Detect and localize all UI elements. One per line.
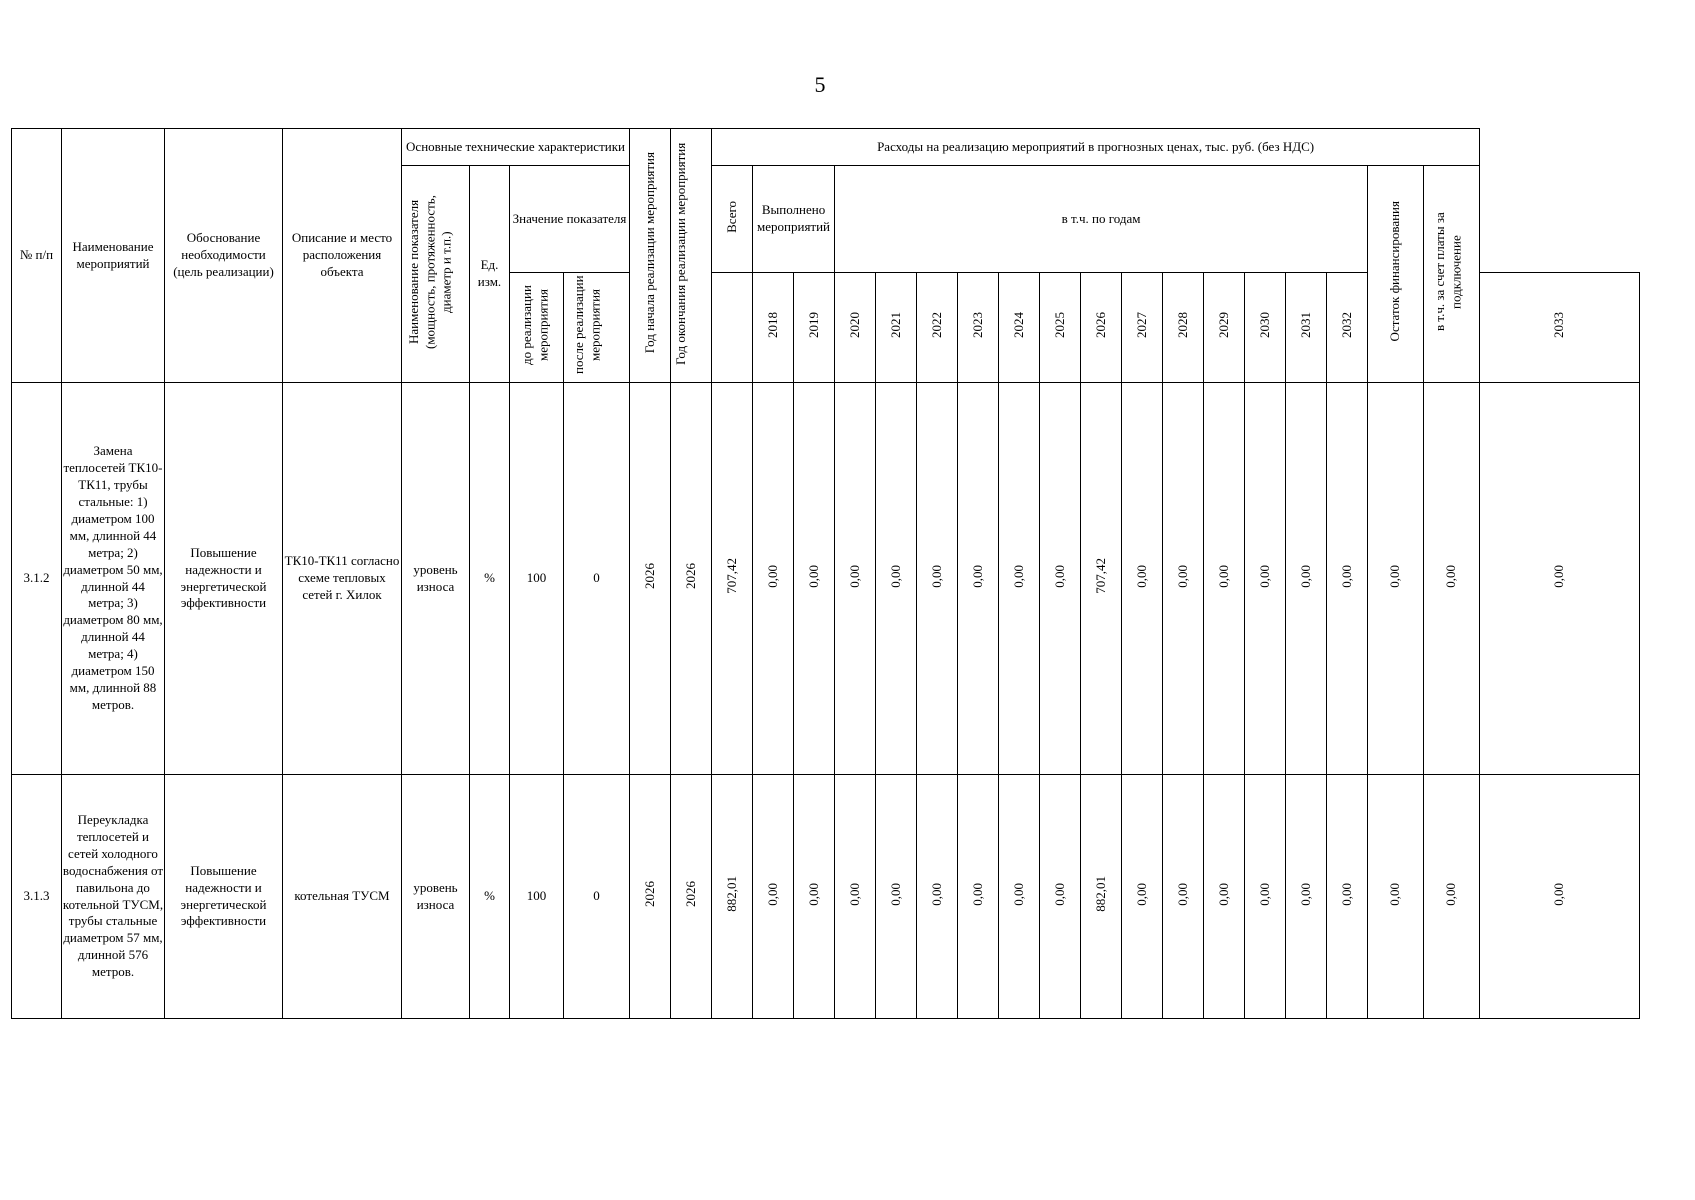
header-year: 2026: [1081, 273, 1122, 383]
row-before: 100: [510, 383, 564, 775]
row-year-value: 0,00: [753, 383, 794, 775]
row-justification: Повышение надежности и энергетической эффективности: [165, 775, 283, 1019]
row-year-start: 2026: [630, 383, 671, 775]
page-number: 5: [814, 72, 826, 97]
row-justification: Повышение надежности и энергетической эффективности: [165, 383, 283, 775]
header-year-end: Год окончания реализации мероприятия: [671, 129, 712, 383]
row-unit: %: [470, 775, 510, 1019]
row-year-value: 0,00: [917, 383, 958, 775]
row-connection-fee: 0,00: [1480, 775, 1640, 1019]
row-description: ТК10-ТК11 согласно схеме тепловых сетей г. Хилок: [283, 383, 402, 775]
header-year: 2029: [1204, 273, 1245, 383]
row-year-value: 0,00: [794, 775, 835, 1019]
header-year: 2019: [794, 273, 835, 383]
row-year-value: 0,00: [876, 383, 917, 775]
header-year: 2030: [1245, 273, 1286, 383]
row-year-start: 2026: [630, 775, 671, 1019]
header-unit: Ед. изм.: [470, 166, 510, 383]
row-year-value: 0,00: [1368, 383, 1424, 775]
row-balance: 0,00: [1424, 775, 1480, 1019]
row-total: 882,01: [712, 775, 753, 1019]
row-year-value: 0,00: [753, 775, 794, 1019]
row-year-value: 0,00: [876, 775, 917, 1019]
row-year-value: 0,00: [999, 775, 1040, 1019]
header-year: 2024: [999, 273, 1040, 383]
row-year-value: 0,00: [958, 383, 999, 775]
row-num: 3.1.2: [12, 383, 62, 775]
investment-table: [11, 128, 1640, 1019]
header-indicator-value: Значение показателя: [510, 166, 630, 273]
row-year-value: 0,00: [1122, 383, 1163, 775]
header-year: 2018: [753, 273, 794, 383]
row-connection-fee: 0,00: [1480, 383, 1640, 775]
header-num: № п/п: [12, 129, 62, 383]
header-year: 2033: [1480, 273, 1640, 383]
header-year: 2021: [876, 273, 917, 383]
row-year-value: 882,01: [1081, 775, 1122, 1019]
row-year-value: 707,42: [1081, 383, 1122, 775]
header-indicator-name: Наименование показателя (мощность, протяженность, диаметр и т.п.): [402, 166, 470, 383]
header-year: 2020: [835, 273, 876, 383]
row-year-value: 0,00: [1286, 383, 1327, 775]
row-year-value: 0,00: [1327, 775, 1368, 1019]
row-total: 707,42: [712, 383, 753, 775]
header-year: 2032: [1327, 273, 1368, 383]
row-description: котельная ТУСМ: [283, 775, 402, 1019]
row-balance: 0,00: [1424, 383, 1480, 775]
row-year-value: 0,00: [1204, 383, 1245, 775]
header-year: 2027: [1122, 273, 1163, 383]
header-tech-group: Основные технические характеристики: [402, 129, 630, 166]
header-description: Описание и место расположения объекта: [283, 129, 402, 383]
header-total-blank: [712, 273, 753, 383]
row-unit: %: [470, 383, 510, 775]
row-year-value: 0,00: [958, 775, 999, 1019]
row-name: Переукладка теплосетей и сетей холодного водоснабжения от павильона до котельной ТУСМ, трубы стальные диаметром 57 мм, длинной 576 метров.: [62, 775, 165, 1019]
row-indicator: уровень износа: [402, 775, 470, 1019]
row-year-value: 0,00: [1122, 775, 1163, 1019]
header-done: Выполнено мероприятий: [753, 166, 835, 273]
row-year-value: 0,00: [1040, 383, 1081, 775]
row-name: Замена теплосетей ТК10-ТК11, трубы стальные: 1) диаметром 100 мм, длинной 44 метра; 2) диаметром 50 мм, длинной 44 метра; 3) диаметром 80 мм, длинной 44 метра; 4) диаметром 150 мм, длинной 88 метров.: [62, 383, 165, 775]
row-before: 100: [510, 775, 564, 1019]
header-year: 2022: [917, 273, 958, 383]
row-year-value: 0,00: [999, 383, 1040, 775]
row-year-value: 0,00: [835, 383, 876, 775]
row-indicator: уровень износа: [402, 383, 470, 775]
header-justification: Обоснование необходимости (цель реализации): [165, 129, 283, 383]
header-year: 2031: [1286, 273, 1327, 383]
header-by-years: в т.ч. по годам: [835, 166, 1368, 273]
row-year-end: 2026: [671, 775, 712, 1019]
row-after: 0: [564, 775, 630, 1019]
header-year: 2023: [958, 273, 999, 383]
row-year-value: 0,00: [835, 775, 876, 1019]
header-year: 2028: [1163, 273, 1204, 383]
table-row: [12, 383, 1640, 775]
header-name: Наименование мероприятий: [62, 129, 165, 383]
row-year-value: 0,00: [1163, 775, 1204, 1019]
row-year-value: 0,00: [1040, 775, 1081, 1019]
row-year-end: 2026: [671, 383, 712, 775]
row-year-value: 0,00: [1163, 383, 1204, 775]
row-year-value: 0,00: [1368, 775, 1424, 1019]
header-before: до реализации мероприятия: [510, 273, 564, 383]
row-year-value: 0,00: [1286, 775, 1327, 1019]
header-year: 2025: [1040, 273, 1081, 383]
row-after: 0: [564, 383, 630, 775]
table-row: [12, 775, 1640, 1019]
header-connection-fee: в т.ч. за счет платы за подключение: [1424, 166, 1480, 383]
row-year-value: 0,00: [794, 383, 835, 775]
header-after: после реализации мероприятия: [564, 273, 630, 383]
row-year-value: 0,00: [1204, 775, 1245, 1019]
row-num: 3.1.3: [12, 775, 62, 1019]
header-year-start: Год начала реализации мероприятия: [630, 129, 671, 383]
row-year-value: 0,00: [917, 775, 958, 1019]
header-balance: Остаток финансирования: [1368, 166, 1424, 383]
header-expenses-group: Расходы на реализацию мероприятий в прогнозных ценах, тыс. руб. (без НДС): [712, 129, 1480, 166]
row-year-value: 0,00: [1245, 383, 1286, 775]
row-year-value: 0,00: [1327, 383, 1368, 775]
row-year-value: 0,00: [1245, 775, 1286, 1019]
header-total: Всего: [712, 166, 753, 273]
